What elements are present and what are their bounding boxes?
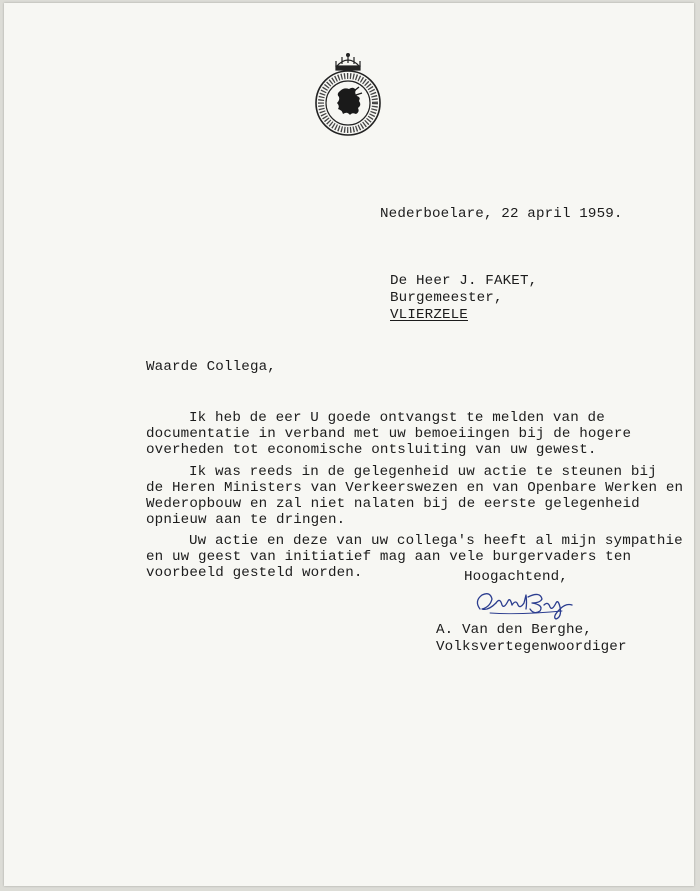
paragraph1-line2: documentatie in verband met uw bemoeiingen bij de hogere	[146, 426, 632, 442]
recipient-name: De Heer J. FAKET,	[390, 273, 538, 289]
handwritten-signature-icon	[470, 587, 580, 623]
paragraph2-line2: de Heren Ministers van Verkeerswezen en van Openbare Werken en	[146, 480, 684, 496]
date-line: Nederboelare, 22 april 1959.	[380, 206, 623, 222]
signatory-name: A. Van den Berghe,	[436, 622, 592, 638]
recipient-position: Burgemeester,	[390, 290, 503, 306]
paragraph1-line1: Ik heb de eer U goede ontvangst te melden van de	[189, 410, 605, 426]
letter-sheet	[4, 3, 694, 886]
paragraph2-line1: Ik was reeds in de gelegenheid uw actie te steunen bij	[189, 464, 657, 480]
paragraph2-line4: opnieuw aan te dringen.	[146, 512, 346, 528]
paragraph3-line1: Uw actie en deze van uw collega's heeft al mijn sympathie	[189, 533, 683, 549]
closing: Hoogachtend,	[464, 569, 568, 585]
signatory-title: Volksvertegenwoordiger	[436, 639, 627, 655]
paragraph3-line3: voorbeeld gesteld worden.	[146, 565, 363, 581]
crowned-lion-seal-icon	[306, 51, 390, 137]
salutation: Waarde Collega,	[146, 359, 276, 375]
paragraph1-line3: overheden tot economische ontsluiting van uw gewest.	[146, 442, 597, 458]
paragraph3-line2: en uw geest van initiatief mag aan vele burgervaders ten	[146, 549, 632, 565]
paragraph2-line3: Wederopbouw en zal niet nalaten bij de eerste gelegenheid	[146, 496, 640, 512]
recipient-town: VLIERZELE	[390, 307, 468, 323]
